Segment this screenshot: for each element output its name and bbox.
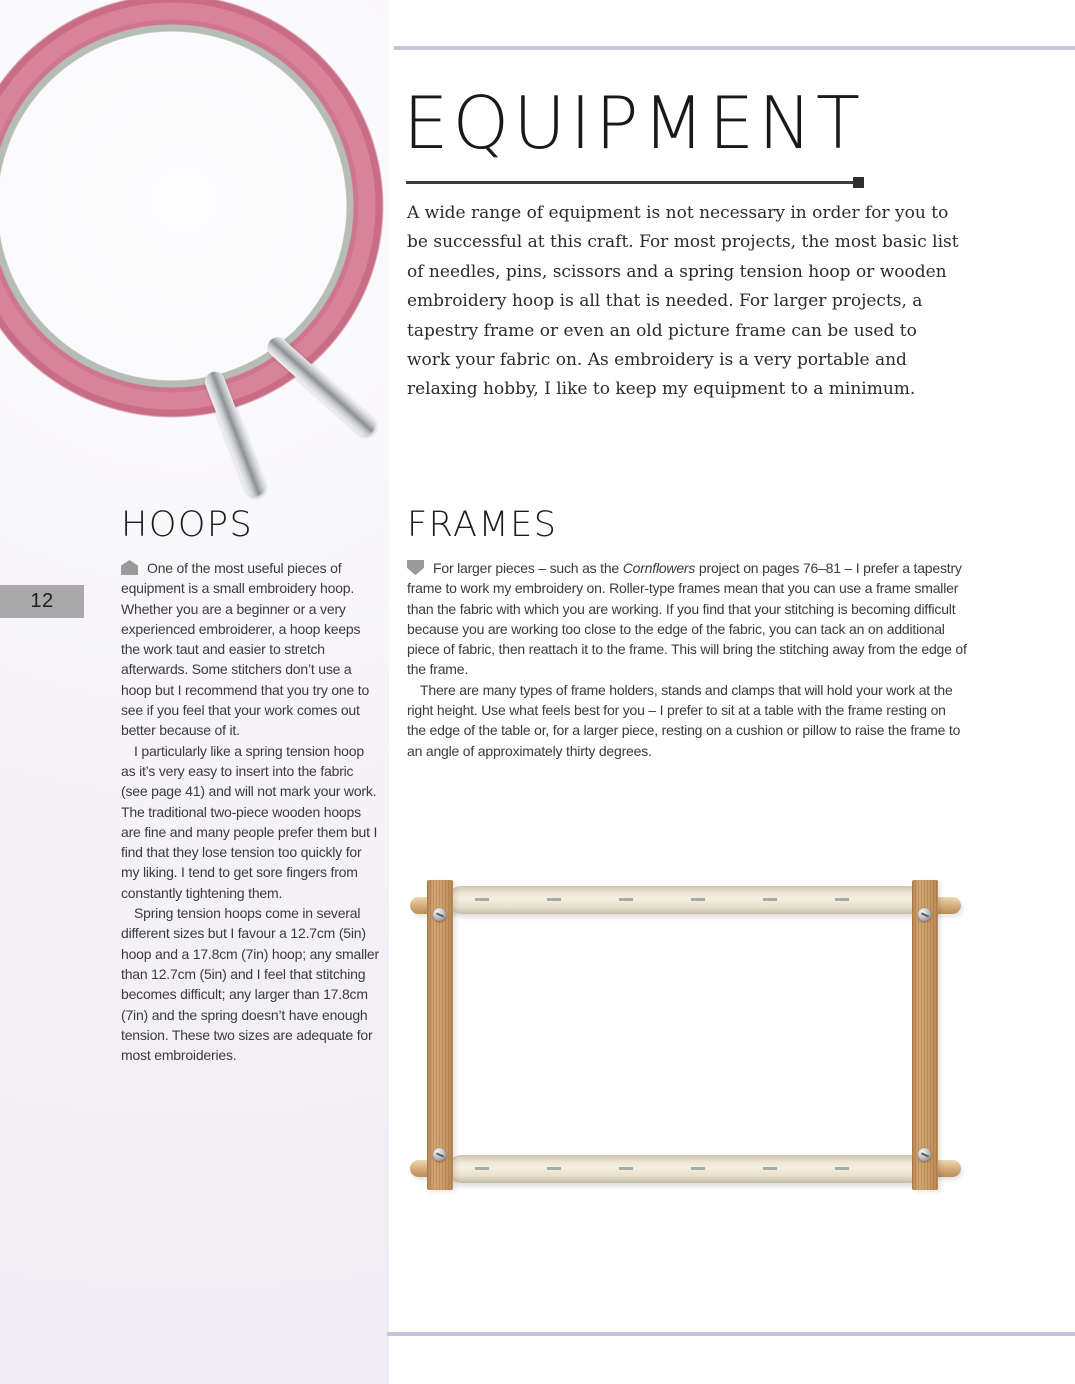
top-accent-rule [394, 46, 1075, 50]
frames-paragraph-1-suffix: project on pages 76–81 – I prefer a tapestry frame to work my embroidery on. Roller-type frames mean that you can use a frame smaller than the fabric with which you are working. If you find that your stitching is becoming difficult because you are working too close to the edge of the fabric, you can tack an on additional piece of fabric, then reattach it to the frame. This will bring the stitching away from the edge of the frame. [407, 560, 967, 678]
frame-roller-bottom [447, 1155, 924, 1183]
frame-screw-bottom-left [433, 1148, 446, 1161]
frame-screw-top-right [918, 908, 931, 921]
frame-screw-bottom-right [918, 1148, 931, 1161]
frames-paragraph-1-project-name: Cornflowers [622, 560, 696, 576]
frame-screw-top-left [433, 908, 446, 921]
shield-icon [407, 560, 424, 575]
frames-paragraph-2: There are many types of frame holders, stands and clamps that will hold your work at the right height. Use what feels best for you – I prefer to sit at a table with the frame resting on the edge of the table or, for a larger piece, resting on a cushion or pillow to raise the frame to an angle of approximately thirty degrees. [407, 681, 961, 759]
chapter-intro: A wide range of equipment is not necessary in order for you to be successful at this craft. For most projects, the most basic list of needles, pins, scissors and a spring tension hoop or wooden embroidery hoop is all that is needed. For larger projects, a tapestry frame or even an old picture frame can be used to work your fabric on. As embroidery is a very portable and relaxing hobby, I like to keep my equipment to a minimum. [407, 203, 959, 400]
hoop-photo [0, 0, 384, 418]
frame-side-bar-left [427, 880, 453, 1190]
hoops-paragraph-3: Spring tension hoops come in several different sizes but I favour a 12.7cm (5in) hoop and a 17.8cm (7in) hoop; any smaller than 12.7cm (5in) and I feel that stitching becomes difficult; any larger than 17.8cm (7in) and the spring doesn’t have enough tension. These two sizes are adequate for most embroideries. [121, 905, 379, 1064]
frames-heading: FRAMES [407, 505, 558, 545]
title-underline-end-square [853, 177, 864, 188]
frames-paragraph-1 [407, 558, 967, 680]
hoops-paragraph-1-text: One of the most useful pieces of equipment is a small embroidery hoop. Whether you are a beginner or a very experienced embroiderer, a hoop keeps the work taut and easier to stretch afterwards. Some stitchers don’t use a hoop but I recommend that you try one to see if you feel that your work comes out better because of it. [121, 560, 370, 739]
house-icon [121, 560, 138, 575]
hoops-section [121, 505, 379, 1065]
frame-roller-top [447, 886, 924, 914]
title-underline [406, 181, 854, 184]
page-number-tab [0, 585, 84, 618]
chapter-title: EQUIPMENT [403, 81, 864, 165]
hoops-heading: HOOPS [121, 505, 254, 545]
hoops-paragraph-2: I particularly like a spring tension hoop as it’s very easy to insert into the fabric (see page 41) and will not mark your work. The traditional two-piece wooden hoops are fine and many people prefer them but I find that they lose tension too quickly for my liking. I tend to get sore fingers from constantly tightening them. [121, 742, 378, 901]
tapestry-frame-photo [407, 874, 964, 1204]
page-number: 12 [30, 590, 54, 612]
frames-paragraph-1-prefix: For larger pieces – such as the [433, 560, 623, 576]
hoops-paragraph-1 [121, 558, 379, 741]
frame-side-bar-right [912, 880, 938, 1190]
frames-section [407, 505, 967, 761]
bottom-accent-rule [387, 1332, 1075, 1336]
